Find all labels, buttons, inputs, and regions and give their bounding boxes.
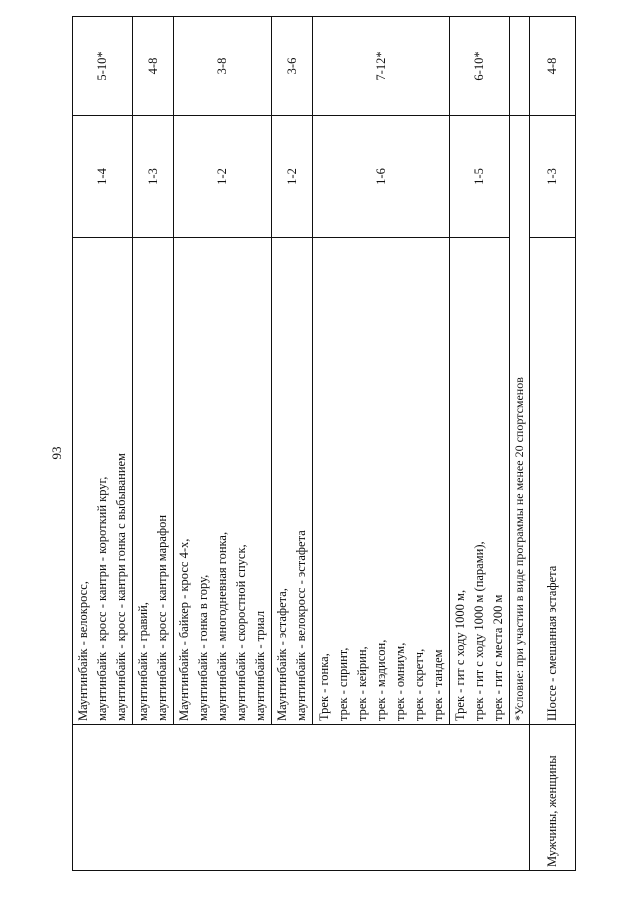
event-line: Маунтинбайк - велокросс, bbox=[76, 581, 90, 721]
event-line: маунтинбайк - триал bbox=[253, 610, 267, 721]
places-cell: 3-8 bbox=[174, 17, 272, 116]
event-line: маунтинбайк - кросс - кантри марафон bbox=[155, 514, 169, 721]
event-line: трек - кейрин, bbox=[354, 646, 369, 721]
event-line: трек - гит с места 200 м bbox=[491, 594, 505, 721]
group-cell bbox=[73, 725, 530, 871]
events-cell bbox=[313, 238, 450, 725]
event-line: маунтинбайк - скоростной спуск, bbox=[234, 544, 248, 721]
events-cell bbox=[174, 238, 272, 725]
event-line: Трек - гонка, bbox=[316, 653, 331, 721]
group-cell: Мужчины, женщины bbox=[530, 725, 576, 871]
event-line: Маунтинбайк - байкер - кросс 4-х, bbox=[177, 538, 191, 721]
event-line: трек - мэдисон, bbox=[373, 639, 388, 721]
event-line: Маунтинбайк - эстафета, bbox=[275, 588, 289, 721]
page-number: 93 bbox=[49, 446, 64, 460]
table-row bbox=[530, 17, 576, 871]
sports-category-table bbox=[72, 16, 576, 871]
event-line: маунтинбайк - кросс - кантри гонка с выбыванием bbox=[114, 453, 128, 721]
event-line: маунтинбайк - многодневная гонка, bbox=[215, 531, 229, 721]
events-cell bbox=[530, 238, 576, 725]
places-cell: 1-2 bbox=[272, 116, 313, 238]
events-cell bbox=[272, 238, 313, 725]
places-cell: 1-5 bbox=[450, 116, 510, 238]
event-line: трек - скретч, bbox=[411, 648, 426, 721]
places-cell: 7-12* bbox=[313, 17, 450, 116]
places-cell: 5-10* bbox=[73, 17, 133, 116]
places-cell: 4-8 bbox=[133, 17, 174, 116]
table-row bbox=[73, 17, 133, 871]
event-line: маунтинбайк - гравий, bbox=[136, 602, 150, 721]
places-cell: 1-2 bbox=[174, 116, 272, 238]
places-cell: 1-3 bbox=[530, 116, 576, 238]
places-cell: 6-10* bbox=[450, 17, 510, 116]
events-cell bbox=[73, 238, 133, 725]
footnote: *Условие: при участии в виде программы не менее 20 спортсменов bbox=[510, 116, 530, 725]
event-line: трек - омниум, bbox=[392, 642, 407, 721]
event-line: Трек - гит с ходу 1000 м, bbox=[453, 589, 467, 721]
event-line: маунтинбайк - кросс - кантри - короткий круг, bbox=[95, 476, 109, 721]
places-cell: 3-6 bbox=[272, 17, 313, 116]
places-cell: 1-6 bbox=[313, 116, 450, 238]
event-line: маунтинбайк - велокросс - эстафета bbox=[294, 530, 308, 721]
event-line: трек - спринт, bbox=[335, 647, 350, 721]
event-line: трек - тандем bbox=[430, 649, 445, 721]
note-spacer bbox=[510, 17, 530, 116]
event-line: Шоссе - смешанная эстафета bbox=[545, 565, 559, 721]
events-cell bbox=[450, 238, 510, 725]
events-cell bbox=[133, 238, 174, 725]
places-cell: 4-8 bbox=[530, 17, 576, 116]
rotated-table-wrapper bbox=[72, 45, 575, 871]
event-line: маунтинбайк - гонка в гору, bbox=[196, 574, 210, 721]
event-line: трек - гит с ходу 1000 м (парами), bbox=[472, 541, 486, 721]
places-cell: 1-3 bbox=[133, 116, 174, 238]
places-cell: 1-4 bbox=[73, 116, 133, 238]
